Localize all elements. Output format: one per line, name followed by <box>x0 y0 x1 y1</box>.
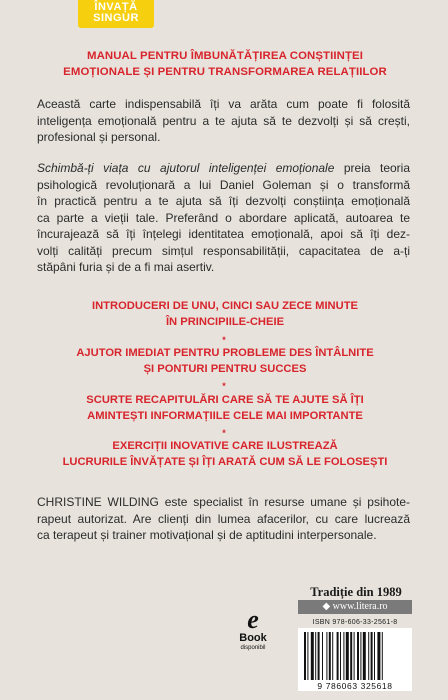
feature-line: AJUTOR IMEDIAT PENTRU PROBLEME DES ÎNTÂLNITE <box>76 347 374 359</box>
intro-line: Această carte indispensabilă îți va arăta cum poate fi folosită <box>37 97 410 111</box>
intro-paragraph <box>37 96 410 146</box>
description-line-rest: preia teoria <box>334 161 411 175</box>
heading-line: MANUAL PENTRU ÎMBUNĂTĂȚIREA CONȘTIINȚEI <box>86 50 363 62</box>
website-text: www.litera.ro <box>332 601 388 612</box>
ebook-e-icon: e <box>247 605 259 634</box>
feature-line: LUCRURILE ÎNVĂȚATE ȘI ÎȚI ARATĂ CUM SĂ LE FOLOSEȘTI <box>62 456 388 468</box>
ebook-logo <box>233 605 273 652</box>
author-line: ca terapeut și trainer motivațional și de aptitudini interpersonale. <box>37 528 377 542</box>
feature-item <box>40 438 410 470</box>
barcode-digits: 9 786063 325618 <box>298 681 412 691</box>
feature-item <box>40 298 410 330</box>
author-bio <box>37 494 410 544</box>
feature-line: INTRODUCERI DE UNU, CINCI SAU ZECE MINUTE <box>91 300 359 312</box>
badge-line-2: SINGUR <box>93 12 139 24</box>
feature-line: ÎN PRINCIPIILE-CHEIE <box>165 316 285 328</box>
description-line <box>37 160 410 177</box>
publisher-tradition: Tradiție din 1989 <box>310 585 402 599</box>
book-title-italic: Schimbă-ți viața cu ajutorul inteligenței emoționale <box>37 161 335 175</box>
feature-line: EXERCIȚII INOVATIVE CARE ILUSTREAZĂ <box>112 440 338 452</box>
publisher-website <box>298 600 412 614</box>
separator-star: * <box>222 428 226 438</box>
intro-line: inteligența emoțională pentru a te ajuta să te dezvolți și să crești, <box>37 113 410 128</box>
author-line: rapeut autorizat. Are clienți din lumea afacerilor, cu care lucrează <box>37 511 410 526</box>
feature-line: SCURTE RECAPITULĂRI CARE SĂ TE AJUTE SĂ ÎȚI <box>86 394 364 406</box>
feature-line: ȘI PONTURI PENTRU SUCCES <box>143 363 307 375</box>
isbn-text: ISBN 978-606-33-2561-8 <box>312 619 398 626</box>
description-line: volți calități precum simțul responsabilității, capacitatea de a-ți <box>37 243 410 258</box>
heading-line: EMOȚIONALE ȘI PENTRU TRANSFORMAREA RELAȚIILOR <box>63 66 387 78</box>
feature-item <box>40 392 410 424</box>
feature-item <box>40 345 410 377</box>
cover-heading <box>40 48 410 80</box>
globe-icon: ◆ <box>322 601 333 612</box>
separator-star: * <box>222 335 226 345</box>
ebook-label: Book <box>239 632 267 644</box>
author-line: CHRISTINE WILDING este specialist în resurse umane și psihote- <box>37 495 410 509</box>
description-line: psihologică revoluționară a lui Daniel Goleman și o transformă <box>37 177 410 192</box>
description-line: stăpâni furia și de a fi mai asertiv. <box>37 260 215 274</box>
intro-line: profesional și personal. <box>37 130 161 144</box>
separator-star: * <box>222 381 226 391</box>
description-line: încurajează să îți înțelegi identitatea emoțională, apoi să îți dez- <box>37 227 410 241</box>
badge-line-1: ÎNVAȚĂ <box>94 1 138 13</box>
description-line: în practică pentru a te ajuta să îți dezvolți conștiința emoțională <box>37 194 410 208</box>
description-line: ca parte a vieții tale. Preferând o abordare aplicată, autoarea te <box>37 210 410 225</box>
series-badge <box>78 0 154 28</box>
description-paragraph <box>37 160 410 276</box>
feature-line: AMINTEȘTI INFORMAȚIILE CELE MAI IMPORTANTE <box>87 410 363 422</box>
ebook-sub: disponibil <box>240 645 266 651</box>
